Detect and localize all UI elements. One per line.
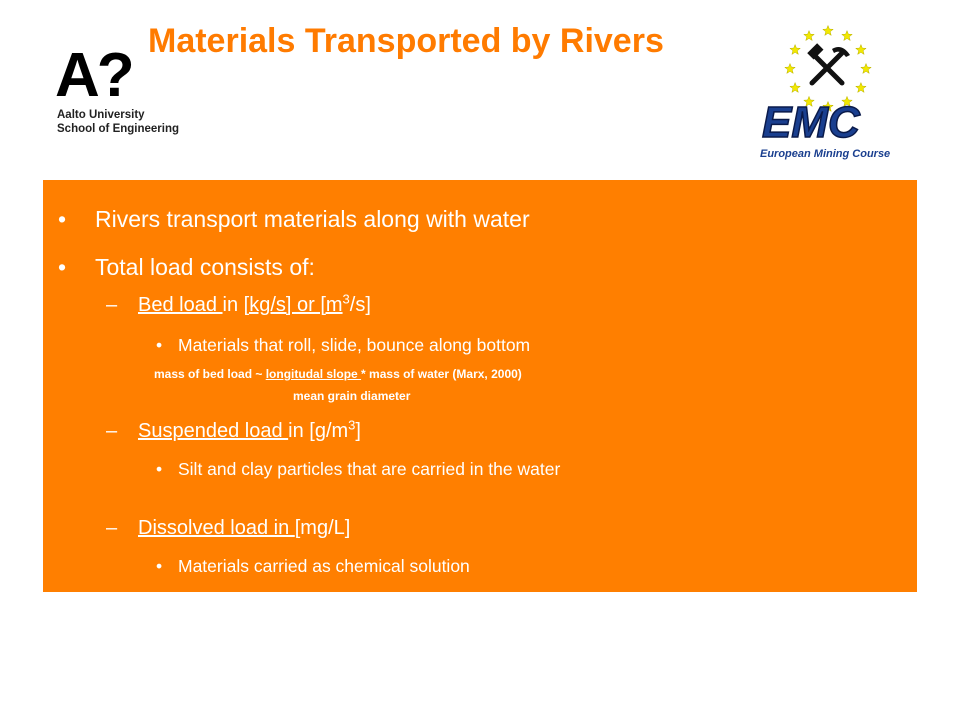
sub-bullet-suspended-load [106,417,361,443]
detail-text: Materials carried as chemical solution [178,556,470,576]
content-panel [43,180,917,592]
star-icon [804,31,814,41]
detail-text: Materials that roll, slide, bounce along bottom [178,335,531,355]
unit-sup: 3 [342,291,350,307]
star-icon [785,64,795,74]
aalto-logo-letter: A [55,41,97,110]
bullet-text: Rivers transport materials along with water [95,206,530,232]
unit-sup: 3 [348,417,356,433]
aalto-logo-line-2: School of Engineering [57,123,180,135]
formula-part: mass of bed load ~ [154,367,266,381]
bullet-rivers-transport: • Rivers transport materials along with water [58,206,530,232]
aalto-logo-question: ? [96,41,132,110]
unit-part: in [g/m [288,420,349,442]
bed-load-formula [154,367,522,381]
unit-part: [mg/L] [294,517,351,539]
star-icon [823,26,833,36]
suspended-load-detail: • Silt and clay particles that are carried in the water [156,459,561,479]
hammer-pick-icon [812,53,842,83]
detail-text: Silt and clay particles that are carried in the water [178,459,561,479]
unit-part: ] [355,420,361,442]
aalto-logo-mark [55,41,132,110]
emc-logo-text: EMC [762,98,860,147]
formula-part: * mass of water (Marx, 2000) [361,367,522,381]
slide-title: Materials Transported by Rivers [148,22,664,60]
bed-load-term: Bed load [138,294,223,316]
unit-part: /s] [349,294,371,316]
dash: – [106,517,118,539]
aalto-logo-line-1: Aalto University [57,109,145,121]
bed-load-formula-denominator: mean grain diameter [293,389,411,403]
bed-load-unit [244,294,343,316]
bullet-text: Total load consists of: [95,254,315,280]
sub-bullet-dissolved-load [106,517,350,540]
star-icon [842,31,852,41]
dash: – [106,294,118,316]
dash: – [106,420,118,442]
star-icon [790,45,800,55]
star-icon [861,64,871,74]
star-icon [790,83,800,93]
bed-load-in: in [222,294,244,316]
emc-logo [760,25,920,165]
star-icon [856,83,866,93]
dissolved-load-detail: • Materials carried as chemical solution [156,556,470,576]
unit-part: [kg/s] or [m [243,294,343,316]
sub-bullet-bed-load [106,291,371,317]
bed-load-detail: • Materials that roll, slide, bounce along bottom [156,335,531,355]
formula-numerator: longitudal slope [265,367,362,381]
suspended-load-term: Suspended load [138,420,289,442]
star-icon [856,45,866,55]
emc-logo-subtitle: European Mining Course [760,148,891,160]
bullet-total-load: • Total load consists of: [58,254,315,280]
dissolved-load-term: Dissolved load in [138,517,295,539]
